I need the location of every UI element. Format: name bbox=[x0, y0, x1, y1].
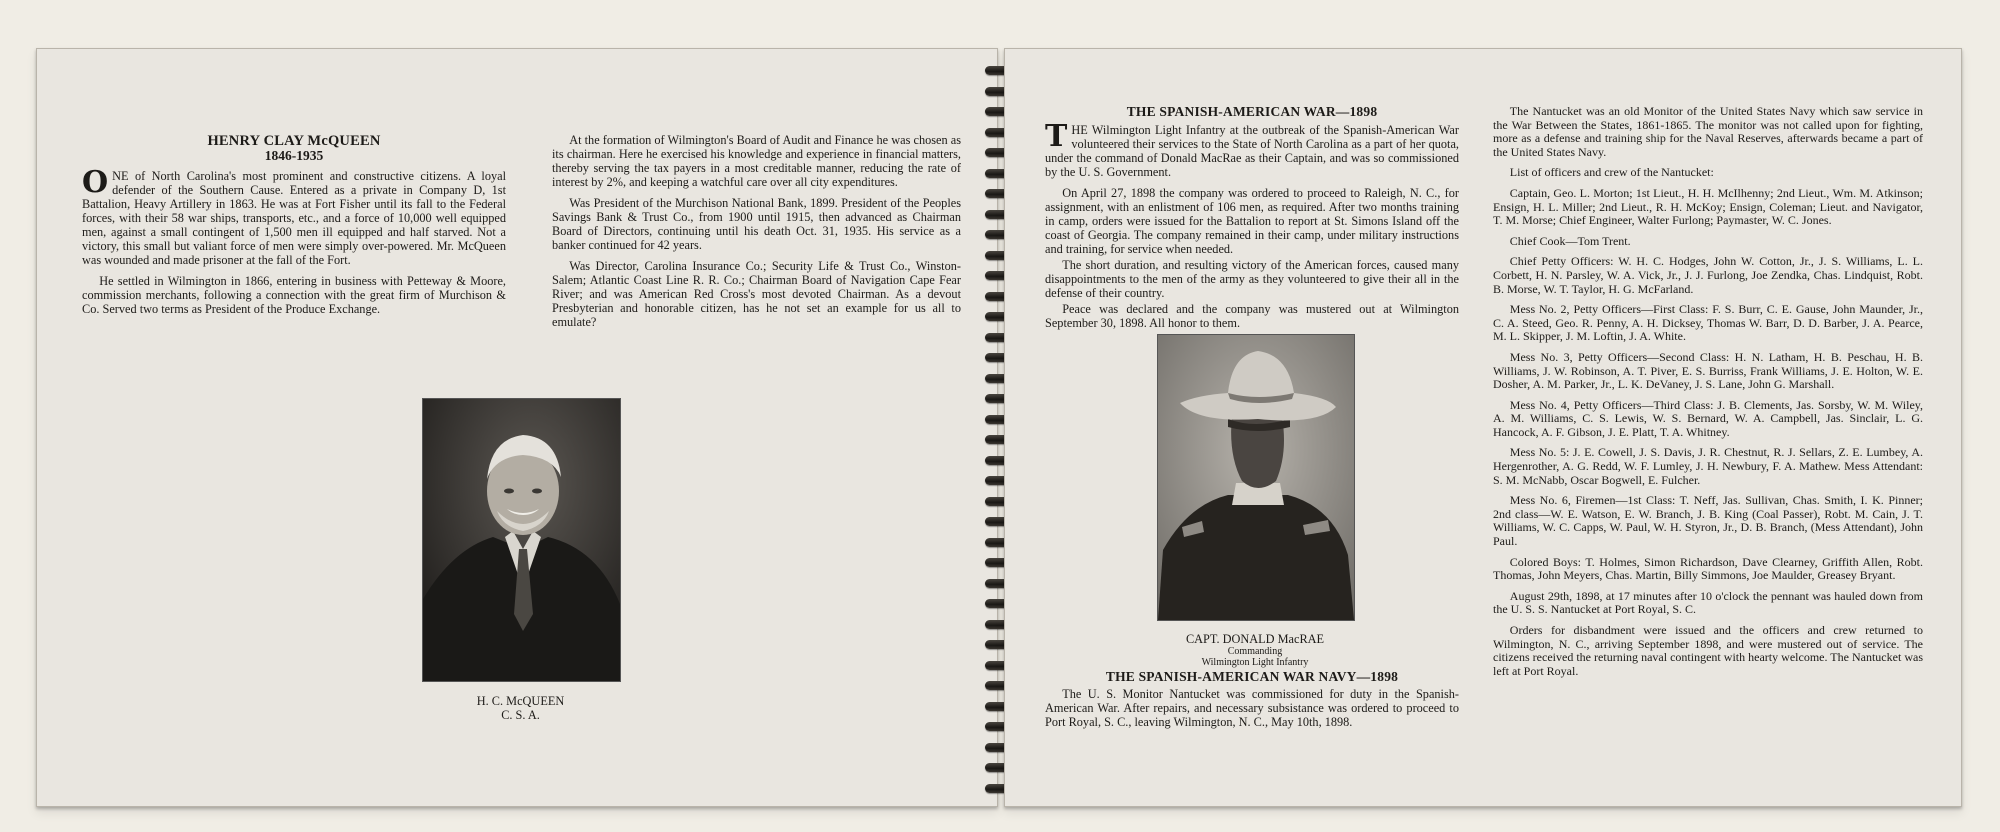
war-paragraph-3: The short duration, and resulting victory of the American forces, caused many disappointments to the men of the army as they volunteered to give their all in the defense of their country. bbox=[1045, 258, 1459, 300]
nantucket-paragraph-3: Captain, Geo. L. Morton; 1st Lieut., H. H. McIlhenny; 2nd Lieut., Wm. M. Atkinson; Ensign, H. L. Miller; 2nd Lieut., R. H. McKoy; Ensign, Coleman; Lieut. and Navigator, T. M. Morse; Chief Engineer, Walter Furlong; Paymaster, W. C. Jones. bbox=[1493, 185, 1923, 228]
mcqueen-paragraph-1 bbox=[82, 165, 506, 267]
dropcap: T bbox=[1045, 119, 1068, 154]
mcqueen-paragraph-5: Was Director, Carolina Insurance Co.; Security Life & Trust Co., Winston-Salem; Atlantic Coast Line R. R. Co.; Chairman Board of Navigation Cape Fear River; and was American Red Cross's most devoted Chairman. As a devout Presbyterian and honorable citizen, has he not set an example for us all to emulate? bbox=[552, 259, 961, 329]
nantucket-paragraph-2: List of officers and crew of the Nantucket: bbox=[1509, 165, 1714, 180]
mcqueen-portrait bbox=[422, 398, 621, 682]
navy-paragraph-1: The U. S. Monitor Nantucket was commissioned for duty in the Spanish-American War. After repairs, and necessary subsistance was ordered to proceed to Port Royal, S. C., leaving Wilmington, N. C., May 10th, 1898. bbox=[1045, 687, 1459, 729]
mcqueen-caption bbox=[422, 694, 619, 722]
right-page bbox=[1004, 48, 1962, 807]
macrae-portrait bbox=[1157, 334, 1355, 621]
mcqueen-paragraph-1-text: NE of North Carolina's most prominent and constructive citizens. A loyal defender of the Southern Cause. Entered as a private in Company D, 1st Battalion, Heavy Artillery in 1863. He was at Fort Fisher until its fall to the Federal forces, with their 58 war ships, transports, etc., and a force of 10,000 well equipped men, against a small contingent of 1,500 men ill equipped and half starved. Not a victory, this small but valiant force of men were simply over-powered. Mr. McQueen was wounded and made prisoner at the fall of the Fort. bbox=[82, 169, 506, 267]
mcqueen-paragraph-3: At the formation of Wilmington's Board of Audit and Finance he was chosen as its chairman. Here he exercised his knowledge and experience in financial matters, thereby serving the tax payers in a most creditable manner, reducing the rate of interest by 2%, and keeping a watchful care over all city expenditures. bbox=[552, 133, 961, 189]
nantucket-paragraph-13: Orders for disbandment were issued and the officers and crew returned to Wilmington, N. C., arriving September 1898, and were mustered out of service. The citizens received the returning naval contingent with hearty welcome. The Nantucket was left at Port Royal. bbox=[1493, 623, 1923, 678]
nantucket-paragraph-12: August 29th, 1898, at 17 minutes after 10 o'clock the pennant was hauled down from the U. S. S. Nantucket at Port Royal, S. C. bbox=[1493, 588, 1923, 617]
left-page bbox=[36, 48, 998, 807]
macrae-caption-name: CAPT. DONALD MacRAE bbox=[1185, 632, 1325, 646]
war-paragraph-1-text: HE Wilmington Light Infantry at the outbreak of the Spanish-American War volunteered their services to the State of North Carolina as a part of her quota, under the command of Donald MacRae as their Captain, and was so commissioned by the U. S. Government. bbox=[1045, 123, 1459, 179]
mcqueen-title: HENRY CLAY McQUEEN bbox=[207, 133, 381, 149]
nantucket-paragraph-11: Colored Boys: T. Holmes, Simon Richardson, Dave Clearney, Griffith Allen, Robt. Thomas, John Meyers, Chas. Martin, Billy Simmons, Joe Maulder, Greasey Bryant. bbox=[1493, 554, 1923, 583]
war-paragraph-4: Peace was declared and the company was mustered out at Wilmington September 30, 1898. All honor to them. bbox=[1045, 302, 1459, 330]
mcqueen-column-1 bbox=[82, 133, 506, 323]
mcqueen-paragraph-2: He settled in Wilmington in 1866, entering in business with Petteway & Moore, commission merchants, following a connection with the great firm of Murchison & Co. Served two terms as President of the Produce Exchange. bbox=[82, 274, 506, 316]
war-title: THE SPANISH-AMERICAN WAR—1898 bbox=[1126, 104, 1378, 119]
nantucket-paragraph-1: The Nantucket was an old Monitor of the United States Navy which saw service in the War Between the States, 1861-1865. The monitor was not called upon for fighting, more as a defense and training ship for the Naval Reserves, afterwards became a part of the United States Navy. bbox=[1493, 104, 1923, 159]
war-column bbox=[1045, 104, 1459, 337]
nantucket-paragraph-9: Mess No. 5: J. E. Cowell, J. S. Davis, J. R. Chestnut, R. J. Sellars, Z. E. Lumbey, A. Hergenrother, A. G. Redd, W. F. Lumley, J. H. Newbury, F. A. Mathew. Mess Attendant: S. M. McNabb, Oscar Bogwell, E. Fulcher. bbox=[1493, 445, 1923, 487]
war-paragraph-2: On April 27, 1898 the company was ordered to proceed to Raleigh, N. C., for assignment, with an enlistment of 106 men, as required. After two months training in camp, orders were issued for the Battalion to report at St. Simons Island off the coast of Georgia. The company remained in their camp, under military instructions and training, for service when needed. bbox=[1045, 186, 1459, 256]
war-paragraph-1 bbox=[1045, 119, 1459, 179]
mcqueen-caption-rank: C. S. A. bbox=[501, 708, 540, 722]
nantucket-paragraph-5: Chief Petty Officers: W. H. C. Hodges, John W. Cotton, Jr., J. S. Williams, L. L. Corbett, H. N. Parsley, W. A. Vick, Jr., J. J. Furlong, Joe Zendka, Chas. Lindquist, Robt. B. Morse, W. T. Taylor, H. G. McFarland. bbox=[1493, 254, 1923, 296]
nantucket-paragraph-8: Mess No. 4, Petty Officers—Third Class: J. B. Clements, Jas. Sorsby, W. M. Wiley, A. M. Williams, C. S. Lewis, W. S. Bernard, W. A. Campbell, Jas. Sinclair, L. G. Hancock, A. F. Gibson, J. E. Platt, T. A. Whitney. bbox=[1493, 397, 1923, 439]
nantucket-column bbox=[1493, 105, 1923, 685]
navy-title: THE SPANISH-AMERICAN WAR NAVY—1898 bbox=[1105, 669, 1399, 684]
macrae-caption-role: Commanding bbox=[1227, 646, 1283, 657]
nantucket-paragraph-7: Mess No. 3, Petty Officers—Second Class: H. N. Latham, H. B. Peschau, H. B. Williams, J. W. Robinson, A. T. Piver, E. S. Burriss, Frank Williams, J. E. Holton, W. E. Dosher, A. M. Parker, Jr., L. K. DeVaney, J. S. Lane, John G. Marshall. bbox=[1493, 349, 1923, 392]
dropcap: O bbox=[82, 165, 109, 200]
navy-column bbox=[1045, 669, 1459, 736]
mcqueen-paragraph-4: Was President of the Murchison National Bank, 1899. President of the Peoples Savings Bank & Trust Co., from 1900 until 1915, then advanced as Chairman Board of Directors, continuing until his death Oct. 31, 1935. His service as a banker continued for 42 years. bbox=[552, 196, 961, 252]
macrae-caption-unit: Wilmington Light Infantry bbox=[1201, 657, 1309, 668]
mcqueen-caption-name: H. C. McQUEEN bbox=[476, 694, 565, 708]
macrae-caption bbox=[1125, 632, 1385, 668]
nantucket-paragraph-4: Chief Cook—Tom Trent. bbox=[1509, 233, 1631, 248]
mcqueen-dates: 1846-1935 bbox=[264, 148, 324, 163]
nantucket-paragraph-10: Mess No. 6, Firemen—1st Class: T. Neff, Jas. Sullivan, Chas. Smith, I. K. Pinner; 2nd class—W. E. Watson, E. W. Branch, J. B. King (Coal Passer), Robt. M. Cain, J. T. Williams, W. C. Capps, W. Paul, W. H. Styron, Jr., D. B. Branch, (Mess Attendant), John Paul. bbox=[1493, 493, 1923, 549]
mcqueen-column-2 bbox=[552, 133, 961, 336]
nantucket-paragraph-6: Mess No. 2, Petty Officers—First Class: F. S. Burr, C. E. Gause, John Maunder, Jr., C. A. Steed, Geo. R. Penny, A. H. Dicksey, Thomas W. Barr, D. D. Barber, J. A. Pearce, M. L. Skipper, J. M. Loftin, J. A. White. bbox=[1493, 302, 1923, 344]
